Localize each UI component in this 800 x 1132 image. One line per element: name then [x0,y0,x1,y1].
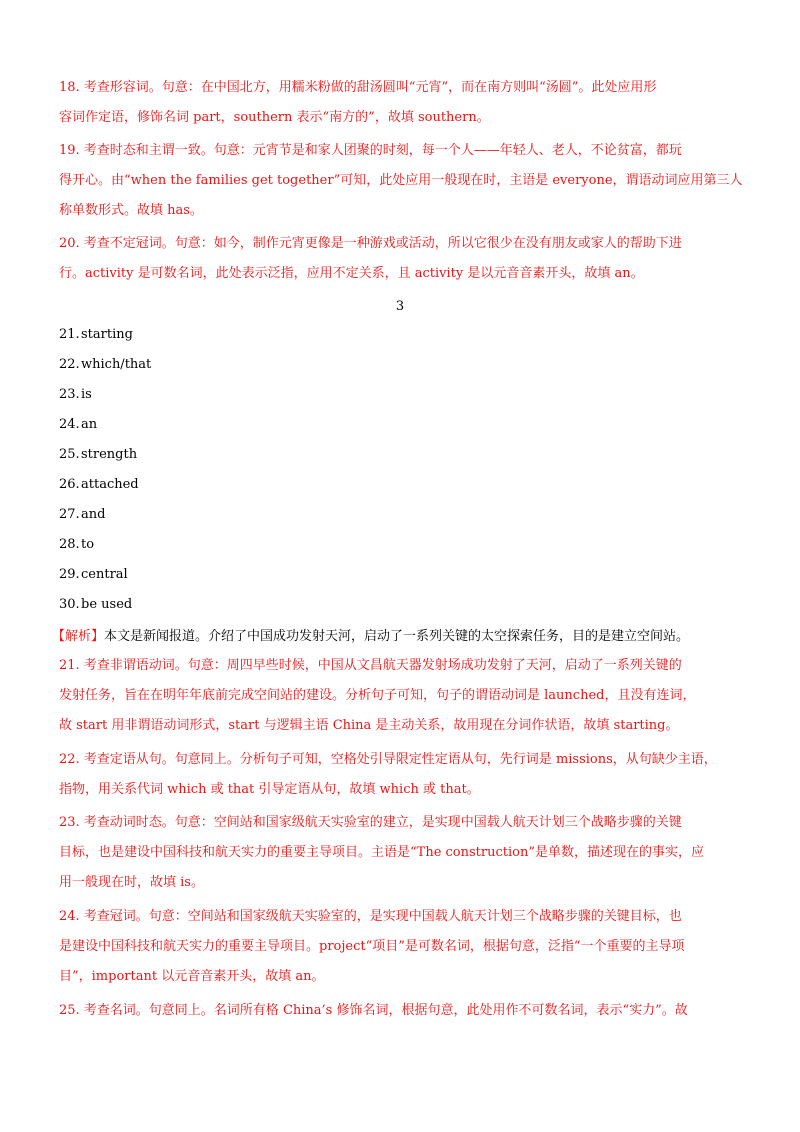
page-number: 3 [395,299,405,314]
analysis-tag: 【解析】 [52,629,105,644]
answer-29: 29.central [59,567,128,582]
explanation-22: 22. 考查定语从句。句意同上。分析句子可知，空格处引导限定性定语从句，先行词是 missions，从句缺少主语， 指物，用关系代词 which 或 that 引导定语从句，故填 which 或 that。 [59,752,717,797]
answer-30: 30.be used [59,597,133,612]
analysis-summary: 【解析】本文是新闻报道。介绍了中国成功发射天河，启动了一系列关键的太空探索任务，目的是建立空间站。 [52,629,690,644]
answer-21: 21.starting [59,327,133,342]
answer-26: 26.attached [59,477,139,492]
explanation-20: 20. 考查不定冠词。句意：如今，制作元宵更像是一种游戏或活动，所以它很少在没有朋友或家人的帮助下进 行。activity 是可数名词，此处表示泛指，应用不定关系，且 activity 是以元音音素开头，故填 an。 [59,236,682,281]
answer-24: 24.an [59,417,98,432]
answer-27: 27.and [59,507,106,522]
answer-22: 22.which/that [59,357,152,372]
explanation-24: 24. 考查冠词。句意：空间站和国家级航天实验室的，是实现中国载人航天计划三个战略步骤的关键目标，也 是建设中国科技和航天实力的重要主导项目。project“项目”是可数名词，根据句意，泛指“一个重要的主导项 目”，important 以元音音素开头，故填 an。 [59,909,685,984]
explanation-23: 23. 考查动词时态。句意：空间站和国家级航天实验室的建立，是实现中国载人航天计划三个战略步骤的关键 目标，也是建设中国科技和航天实力的重要主导项目。主语是“The construction”是单数，描述现在的事实，应 用一般现在时，故填 is。 [59,815,704,890]
answer-28: 28.to [59,537,95,552]
explanation-25: 25. 考查名词。句意同上。名词所有格 China’s 修饰名词，根据句意，此处用作不可数名词，表示“实力”。故 [59,1003,688,1018]
explanation-18: 18. 考查形容词。句意：在中国北方，用糯米粉做的甜汤圆叫“元宵”，而在南方则叫“汤圆”。此处应用形 容词作定语，修饰名词 part，southern 表示“南方的”，故填 southern。 [59,80,657,125]
explanation-21: 21. 考查非谓语动词。句意：周四早些时候，中国从文昌航天器发射场成功发射了天河，启动了一系列关键的 发射任务，旨在在明年年底前完成空间站的建设。分析句子可知，句子的谓语动词是 launched，且没有连词， 故 start 用非谓语动词形式，start 与逻辑主语 China 是主动关系，故用现在分词作状语，故填 starting。 [59,658,696,733]
answer-23: 23.is [59,387,92,402]
explanation-19: 19. 考查时态和主谓一致。句意：元宵节是和家人团聚的时刻，每一个人——年轻人、老人，不论贫富，都玩 得开心。由“when the families get together”可知，此处应用一般现在时，主语是 everyone，谓语动词应用第三人 称单数形式。故填 has。 [59,143,743,218]
answer-25: 25.strength [59,447,138,462]
